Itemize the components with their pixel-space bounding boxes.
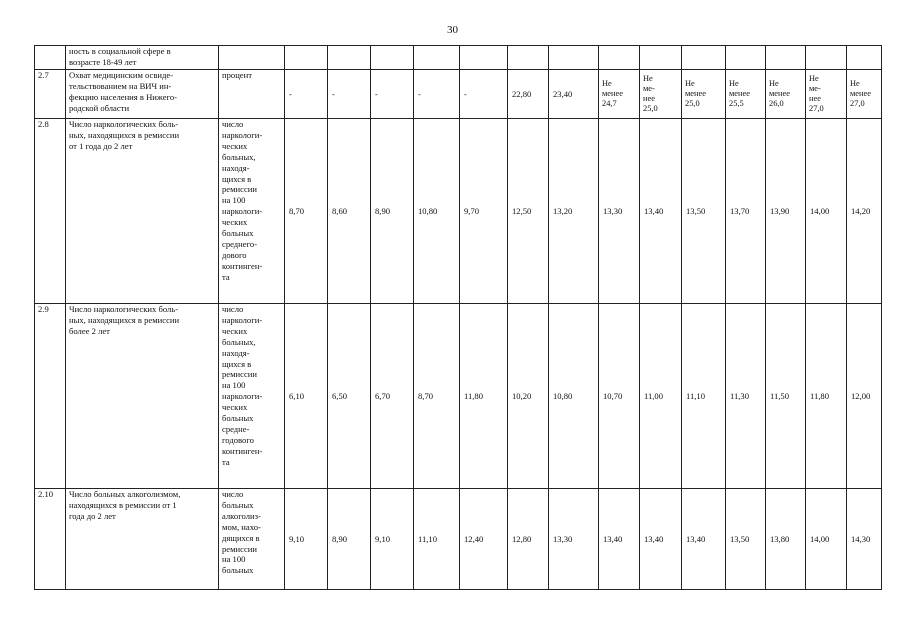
value-cell: 9,70: [460, 119, 508, 304]
table-row: [35, 46, 882, 70]
value-cell: 6,50: [328, 304, 371, 489]
unit-cell: [219, 46, 285, 70]
value-cell: 14,00: [806, 489, 847, 590]
value-cell: [766, 46, 806, 70]
indicator-name-cell: Число наркологических боль- ных, находящихся в ремиссии от 1 года до 2 лет: [66, 119, 219, 304]
value-cell: 13,90: [766, 119, 806, 304]
value-cell: 8,70: [414, 304, 460, 489]
table-row: [35, 119, 882, 304]
value-cell: 14,00: [806, 119, 847, 304]
value-cell: Не ме- нее 27,0: [806, 70, 847, 119]
value-cell: 11,80: [460, 304, 508, 489]
value-cell: 6,70: [371, 304, 414, 489]
value-cell: [328, 46, 371, 70]
value-cell: [847, 46, 882, 70]
value-cell: [508, 46, 549, 70]
row-id-cell: 2.10: [35, 489, 66, 590]
value-cell: -: [460, 70, 508, 119]
indicator-name-cell: Число наркологических боль- ных, находящихся в ремиссии более 2 лет: [66, 304, 219, 489]
value-cell: [549, 46, 599, 70]
value-cell: 12,50: [508, 119, 549, 304]
value-cell: 11,50: [766, 304, 806, 489]
row-id-cell: 2.8: [35, 119, 66, 304]
value-cell: 12,80: [508, 489, 549, 590]
value-cell: 11,30: [726, 304, 766, 489]
value-cell: 13,80: [766, 489, 806, 590]
value-cell: 23,40: [549, 70, 599, 119]
value-cell: 13,30: [599, 119, 640, 304]
value-cell: 11,00: [640, 304, 682, 489]
value-cell: 13,20: [549, 119, 599, 304]
value-cell: -: [328, 70, 371, 119]
value-cell: [371, 46, 414, 70]
value-cell: 12,00: [847, 304, 882, 489]
unit-cell: число наркологи- ческих больных, находя- щихся в ремиссии на 100 наркологи- ческих больных среднего- дового континген- та: [219, 119, 285, 304]
value-cell: 22,80: [508, 70, 549, 119]
value-cell: 12,40: [460, 489, 508, 590]
value-cell: Не менее 27,0: [847, 70, 882, 119]
indicators-table: [34, 45, 882, 590]
value-cell: Не менее 25,0: [682, 70, 726, 119]
value-cell: [285, 46, 328, 70]
value-cell: 13,40: [682, 489, 726, 590]
value-cell: 8,60: [328, 119, 371, 304]
value-cell: [599, 46, 640, 70]
value-cell: -: [285, 70, 328, 119]
value-cell: [414, 46, 460, 70]
value-cell: [682, 46, 726, 70]
value-cell: Не менее 25,5: [726, 70, 766, 119]
value-cell: 11,10: [414, 489, 460, 590]
unit-cell: число больных алкоголиз- мом, нахо- дящихся в ремиссии на 100 больных: [219, 489, 285, 590]
value-cell: 13,50: [682, 119, 726, 304]
value-cell: 13,40: [640, 489, 682, 590]
unit-cell: процент: [219, 70, 285, 119]
indicator-name-cell: Охват медицинским освиде- тельствованием на ВИЧ ин- фекцию населения в Нижего- родской области: [66, 70, 219, 119]
value-cell: [460, 46, 508, 70]
value-cell: 8,90: [328, 489, 371, 590]
value-cell: [726, 46, 766, 70]
value-cell: 13,50: [726, 489, 766, 590]
row-id-cell: [35, 46, 66, 70]
value-cell: 13,40: [640, 119, 682, 304]
value-cell: -: [414, 70, 460, 119]
value-cell: -: [371, 70, 414, 119]
value-cell: [806, 46, 847, 70]
value-cell: 10,80: [414, 119, 460, 304]
value-cell: 8,90: [371, 119, 414, 304]
value-cell: Не менее 24,7: [599, 70, 640, 119]
indicator-name-cell: ность в социальной сфере в возрасте 18-49 лет: [66, 46, 219, 70]
row-id-cell: 2.7: [35, 70, 66, 119]
value-cell: 10,20: [508, 304, 549, 489]
value-cell: Не менее 26,0: [766, 70, 806, 119]
unit-cell: число наркологи- ческих больных, находя- щихся в ремиссии на 100 наркологи- ческих больных средне- годового континген- та: [219, 304, 285, 489]
value-cell: 11,10: [682, 304, 726, 489]
table-row: [35, 304, 882, 489]
value-cell: Не ме- нее 25,0: [640, 70, 682, 119]
value-cell: 14,20: [847, 119, 882, 304]
value-cell: 6,10: [285, 304, 328, 489]
value-cell: 14,30: [847, 489, 882, 590]
value-cell: 13,70: [726, 119, 766, 304]
row-id-cell: 2.9: [35, 304, 66, 489]
table-row: [35, 489, 882, 590]
value-cell: 13,30: [549, 489, 599, 590]
value-cell: [640, 46, 682, 70]
page-number: 30: [447, 24, 458, 36]
value-cell: 10,70: [599, 304, 640, 489]
value-cell: 13,40: [599, 489, 640, 590]
value-cell: 11,80: [806, 304, 847, 489]
value-cell: 9,10: [285, 489, 328, 590]
value-cell: 8,70: [285, 119, 328, 304]
value-cell: 9,10: [371, 489, 414, 590]
value-cell: 10,80: [549, 304, 599, 489]
indicator-name-cell: Число больных алкоголизмом, находящихся в ремиссии от 1 года до 2 лет: [66, 489, 219, 590]
table-row: [35, 70, 882, 119]
